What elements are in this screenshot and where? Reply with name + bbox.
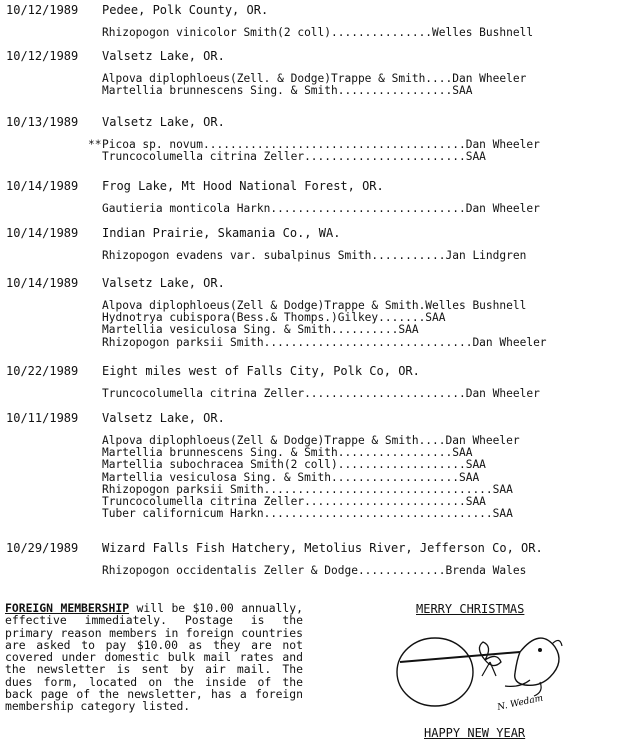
entry-date: 10/13/1989 [6,115,79,129]
species-record-text: Tuber californicum Harkn..................................SAA [102,507,513,521]
species-record-text: Martellia subochracea Smith(2 coll)...................SAA [102,458,486,472]
species-list [102,203,622,215]
entry-date: 10/14/1989 [6,226,79,240]
species-record [102,151,622,163]
entry-location: Indian Prairie, Skamania Co., WA. [102,226,341,240]
species-record-text: Alpova diplophloeus(Zell & Dodge)Trappe & Smith.Welles Bushnell [102,299,527,312]
entry-date: 10/29/1989 [6,541,79,555]
christmas-mouse-drawing [380,622,580,722]
species-record [102,203,622,215]
species-record [102,337,622,349]
species-list [102,300,622,349]
entry-location: Valsetz Lake, OR. [102,49,225,63]
species-record-text: Truncocolumella citrina Zeller........................Dan Wheeler [102,387,540,400]
species-list [102,388,622,400]
species-record-text: Rhizopogon evadens var. subalpinus Smith...........Jan Lindgren [102,249,527,262]
foreign-membership-notice [5,602,303,713]
foreign-membership-body: will be $10.00 annually, effective immediately. Postage is the primary reason members in foreign countries are asked to pay $10.00 as they are not covered under domestic bulk mail rates and the newsletter is sent by air mail. The dues form, located on the inside of the back page of the newsletter, has a foreign membership category listed. [5,601,303,714]
merry-christmas-heading: MERRY CHRISTMAS [416,602,525,616]
entry-location: Valsetz Lake, OR. [102,276,225,290]
entry-location: Wizard Falls Fish Hatchery, Metolius River, Jefferson Co, OR. [102,541,543,555]
species-record-text: Alpova diplophloeus(Zell & Dodge)Trappe & Smith....Dan Wheeler [102,434,520,447]
species-record-text: Martellia brunnescens Sing. & Smith.................SAA [102,84,473,98]
entry-date: 10/11/1989 [6,411,79,425]
species-record-text: Alpova diplophloeus(Zell. & Dodge)Trappe & Smith....Dan Wheeler [102,72,527,85]
entry-date: 10/12/1989 [6,3,79,17]
species-record-text: Rhizopogon parksii Smith..................................SAA [102,482,513,496]
species-record-text: Picoa sp. novum.......................................Dan Wheeler [102,138,540,151]
species-list [88,138,622,164]
species-record-text: Rhizopogon occidentalis Zeller & Dodge.............Brenda Wales [102,564,527,577]
species-list [102,27,622,39]
entry-date: 10/14/1989 [6,179,79,193]
species-record [102,85,622,97]
species-record-text: Martellia brunnescens Sing. & Smith.................SAA [102,446,473,460]
species-record [102,508,622,520]
entry-date: 10/22/1989 [6,364,79,378]
species-record [102,250,622,262]
entry-date: 10/12/1989 [6,49,79,63]
species-record-text: Truncocolumella citrina Zeller........................SAA [102,150,486,164]
species-list [102,73,622,97]
species-record-text: Martellia vesiculosa Sing. & Smith...................SAA [102,470,480,484]
species-list [102,435,622,520]
species-record [102,565,622,577]
foreign-membership-heading: FOREIGN MEMBERSHIP [5,601,130,615]
entry-location: Valsetz Lake, OR. [102,411,225,425]
species-record-text: Rhizopogon parksii Smith...............................Dan Wheeler [102,335,547,349]
species-record-text: Martellia vesiculosa Sing. & Smith..........SAA [102,323,419,337]
species-record [102,27,622,39]
species-record-text: Truncocolumella citrina Zeller........................SAA [102,495,486,509]
entry-location: Valsetz Lake, OR. [102,115,225,129]
species-record-text: Hydnotrya cubispora(Bess.& Thomps.)Gilkey.......SAA [102,311,446,325]
happy-new-year-heading: HAPPY NEW YEAR [424,726,526,740]
species-record [102,388,622,400]
entry-location: Frog Lake, Mt Hood National Forest, OR. [102,179,384,193]
entry-date: 10/14/1989 [6,276,79,290]
entry-location: Pedee, Polk County, OR. [102,3,269,17]
species-list [102,565,622,577]
artist-signature: N. Wedam [496,693,545,713]
new-species-marker: ** [88,138,102,151]
entry-location: Eight miles west of Falls City, Polk Co, OR. [102,364,420,378]
species-record-text: Gautieria monticola Harkn.............................Dan Wheeler [102,202,540,215]
species-list [102,250,622,262]
species-record-text: Rhizopogon vinicolor Smith(2 coll)...............Welles Bushnell [102,26,534,39]
